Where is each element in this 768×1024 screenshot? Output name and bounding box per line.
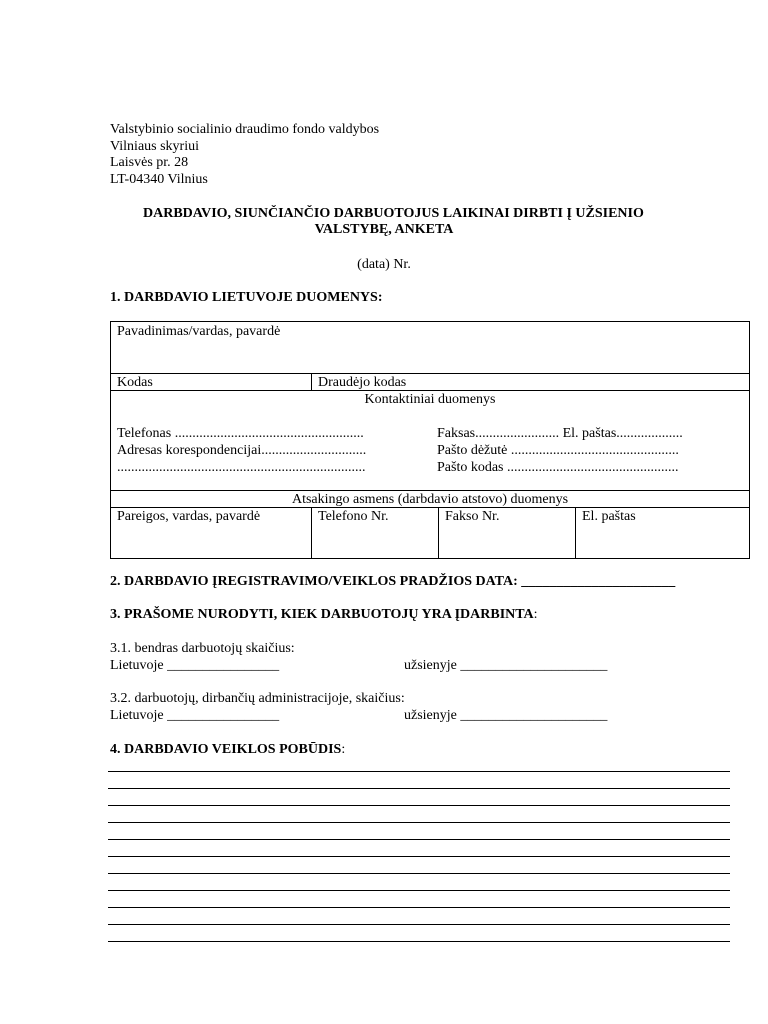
blank-answer-line (108, 873, 730, 874)
section-1-heading: 1. DARBDAVIO LIETUVOJE DUOMENYS: (110, 290, 383, 305)
total-employees-lithuania: Lietuvoje ________________ (110, 658, 280, 673)
fax-email-field: Faksas........................ El. paštas................... (437, 426, 683, 441)
blank-answer-line (108, 856, 730, 857)
blank-answer-line (108, 839, 730, 840)
table-divider (438, 507, 439, 559)
section-3-heading-colon: : (533, 607, 538, 622)
admin-employees-label: 3.2. darbuotojų, dirbančių administracijoje, skaičius: (110, 691, 405, 706)
recipient-line-4: LT-04340 Vilnius (110, 172, 208, 187)
contacts-subheading: Kontaktiniai duomenys (364, 392, 496, 407)
correspondence-address-continuation: ....................................................................... (117, 460, 366, 475)
po-box-field: Pašto dėžutė ................................................ (437, 443, 679, 458)
section-3-heading (110, 606, 538, 623)
blank-answer-line (108, 822, 730, 823)
blank-answer-line (108, 771, 730, 772)
section-4-heading (110, 741, 345, 758)
form-title-line-2: VALSTYBĘ, ANKETA (314, 222, 454, 237)
section-4-heading-text: 4. DARBDAVIO VEIKLOS POBŪDIS (110, 742, 342, 757)
email-label: El. paštas (582, 509, 636, 524)
phone-field: Telefonas ...................................................... (117, 426, 364, 441)
total-employees-label: 3.1. bendras darbuotojų skaičius: (110, 641, 295, 656)
form-title-line-1: DARBDAVIO, SIUNČIANČIO DARBUOTOJUS LAIKINAI DIRBTI Į UŽSIENIO (143, 206, 644, 221)
recipient-line-3: Laisvės pr. 28 (110, 155, 189, 170)
admin-employees-abroad: užsienyje _____________________ (404, 708, 608, 723)
section-4-heading-colon: : (341, 742, 346, 757)
blank-answer-line (108, 924, 730, 925)
recipient-line-2: Vilniaus skyriui (110, 139, 199, 154)
blank-answer-line (108, 805, 730, 806)
table-divider (311, 507, 312, 559)
code-field-label: Kodas (117, 375, 153, 390)
postcode-field: Pašto kodas ................................................. (437, 460, 679, 475)
correspondence-address-field: Adresas korespondencijai.............................. (117, 443, 367, 458)
blank-answer-line (108, 941, 730, 942)
recipient-line-1: Valstybinio socialinio draudimo fondo valdybos (110, 122, 380, 137)
table-divider (311, 373, 312, 391)
blank-answer-line (108, 890, 730, 891)
name-field-label: Pavadinimas/vardas, pavardė (117, 324, 281, 339)
position-name-label: Pareigos, vardas, pavardė (117, 509, 261, 524)
table-divider (575, 507, 576, 559)
blank-answer-line (108, 788, 730, 789)
section-3-heading-text: 3. PRAŠOME NURODYTI, KIEK DARBUOTOJŲ YRA ĮDARBINTA (110, 607, 534, 622)
section-2-heading: 2. DARBDAVIO ĮREGISTRAVIMO/VEIKLOS PRADŽIOS DATA: ______________________ (110, 574, 676, 589)
responsible-person-subheading: Atsakingo asmens (darbdavio atstovo) duomenys (291, 492, 569, 507)
phone-number-label: Telefono Nr. (318, 509, 389, 524)
fax-number-label: Fakso Nr. (445, 509, 500, 524)
table-divider (110, 373, 750, 374)
admin-employees-lithuania: Lietuvoje ________________ (110, 708, 280, 723)
date-number-line: (data) Nr. (357, 257, 411, 272)
blank-answer-line (108, 907, 730, 908)
total-employees-abroad: užsienyje _____________________ (404, 658, 608, 673)
insurer-code-field-label: Draudėjo kodas (318, 375, 407, 390)
